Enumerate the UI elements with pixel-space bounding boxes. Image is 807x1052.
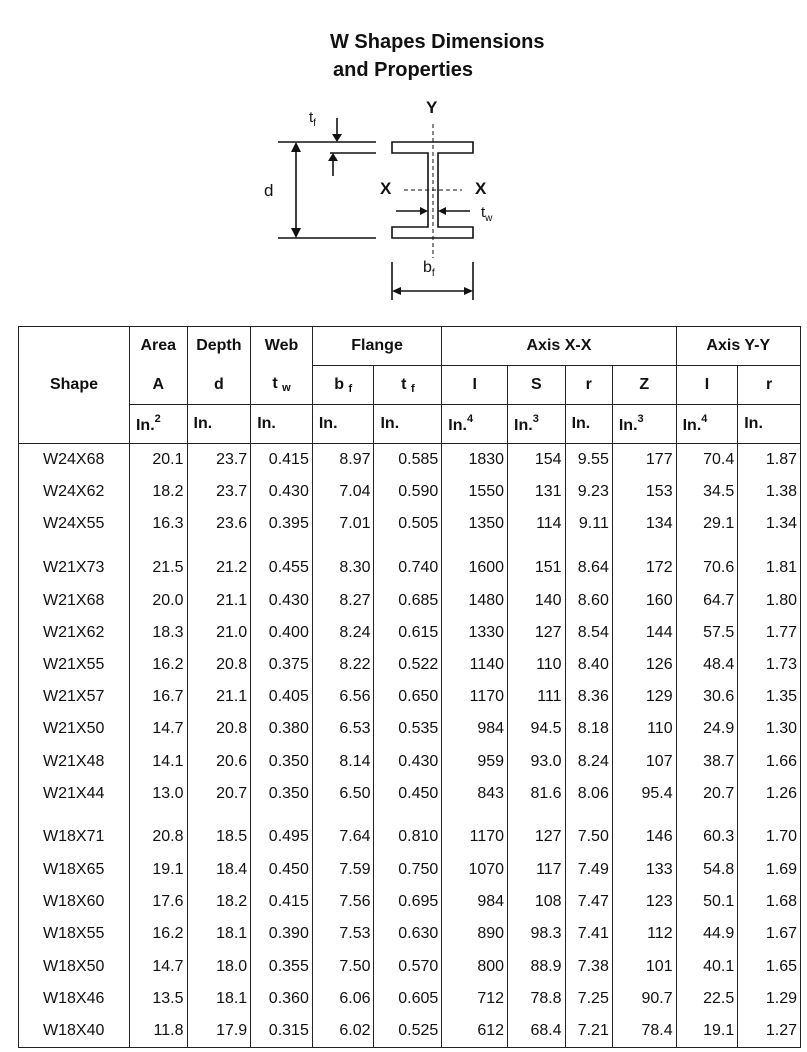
table-cell: 95.4 [612,778,676,810]
table-body [19,444,801,1048]
table-cell: 107 [612,746,676,778]
shape-designation-cell: W21X73 [19,541,130,585]
table-row [19,918,801,950]
table-cell: 24.9 [676,713,738,745]
table-cell: 0.495 [251,810,313,854]
table-cell: 1.35 [738,681,801,713]
table-cell: 78.4 [612,1015,676,1048]
table-cell: 0.605 [374,983,442,1015]
table-cell: 111 [508,681,566,713]
table-cell: 0.350 [251,778,313,810]
table-cell: 94.5 [508,713,566,745]
table-cell: 160 [612,585,676,617]
shape-designation-cell: W21X68 [19,585,130,617]
table-cell: 20.8 [187,713,251,745]
w-shape-cross-section-diagram [0,0,807,320]
table-cell: 959 [442,746,508,778]
table-cell: 7.21 [565,1015,612,1048]
table-cell: 112 [612,918,676,950]
table-cell: 7.56 [312,886,374,918]
table-cell: 126 [612,649,676,681]
table-cell: 144 [612,617,676,649]
table-cell: 1.38 [738,476,801,508]
table-cell: 0.415 [251,444,313,477]
table-cell: 13.0 [129,778,187,810]
symbol-iy: I [676,366,738,405]
unit-sx: In.$^3$ [508,405,566,444]
table-cell: 1.73 [738,649,801,681]
table-cell: 38.7 [676,746,738,778]
table-cell: 90.7 [612,983,676,1015]
shape-designation-cell: W18X40 [19,1015,130,1048]
table-cell: 9.11 [565,508,612,540]
symbol-ry: r [738,366,801,405]
y-axis-label: Y [426,98,438,117]
flange-group-header: Flange [312,327,441,366]
table-cell: 129 [612,681,676,713]
table-cell: 40.1 [676,950,738,982]
table-cell: 0.615 [374,617,442,649]
table-cell: 0.450 [374,778,442,810]
table-cell: 21.0 [187,617,251,649]
table-row [19,508,801,540]
table-row [19,983,801,1015]
table-cell: 1.67 [738,918,801,950]
table-cell: 0.450 [251,854,313,886]
table-cell: 117 [508,854,566,886]
table-cell: 1350 [442,508,508,540]
shape-designation-cell: W21X55 [19,649,130,681]
table-cell: 20.0 [129,585,187,617]
table-cell: 123 [612,886,676,918]
shape-designation-cell: W18X55 [19,918,130,950]
table-cell: 984 [442,886,508,918]
table-cell: 6.53 [312,713,374,745]
table-cell: 18.0 [187,950,251,982]
table-cell: 8.18 [565,713,612,745]
shape-designation-cell: W18X46 [19,983,130,1015]
table-cell: 0.405 [251,681,313,713]
table-cell: 78.8 [508,983,566,1015]
table-cell: 0.380 [251,713,313,745]
table-cell: 14.1 [129,746,187,778]
axis-xx-group-header: Axis X-X [442,327,676,366]
table-cell: 127 [508,617,566,649]
table-row [19,541,801,585]
shape-designation-cell: W18X65 [19,854,130,886]
table-cell: 131 [508,476,566,508]
table-cell: 22.5 [676,983,738,1015]
table-cell: 19.1 [129,854,187,886]
table-row [19,617,801,649]
table-cell: 800 [442,950,508,982]
table-cell: 7.04 [312,476,374,508]
x-axis-right-label: X [475,179,487,198]
table-cell: 134 [612,508,676,540]
table-cell: 29.1 [676,508,738,540]
table-cell: 16.7 [129,681,187,713]
unit-bf: In. [312,405,374,444]
unit-rx: In. [565,405,612,444]
table-cell: 13.5 [129,983,187,1015]
symbol-depth: d [187,366,251,405]
table-cell: 19.1 [676,1015,738,1048]
shape-designation-cell: W21X62 [19,617,130,649]
table-cell: 8.64 [565,541,612,585]
web-group-header: Web [251,327,313,366]
table-row [19,681,801,713]
table-row [19,476,801,508]
table-cell: 23.7 [187,476,251,508]
flange-thickness-label: $t_f$ [309,109,316,129]
table-cell: 1.70 [738,810,801,854]
table-cell: 1.66 [738,746,801,778]
shape-designation-cell: W21X57 [19,681,130,713]
unit-ry: In. [738,405,801,444]
table-cell: 8.24 [565,746,612,778]
table-cell: 0.455 [251,541,313,585]
table-cell: 0.810 [374,810,442,854]
table-cell: 108 [508,886,566,918]
table-cell: 17.9 [187,1015,251,1048]
table-cell: 0.590 [374,476,442,508]
shape-designation-cell: W21X44 [19,778,130,810]
table-cell: 0.395 [251,508,313,540]
table-cell: 0.535 [374,713,442,745]
table-cell: 172 [612,541,676,585]
table-cell: 8.06 [565,778,612,810]
table-cell: 0.630 [374,918,442,950]
shape-designation-cell: W21X48 [19,746,130,778]
table-cell: 712 [442,983,508,1015]
table-cell: 1.65 [738,950,801,982]
table-cell: 8.22 [312,649,374,681]
table-cell: 101 [612,950,676,982]
table-cell: 140 [508,585,566,617]
table-cell: 50.1 [676,886,738,918]
table-cell: 8.36 [565,681,612,713]
symbol-flange-width: b $_f$ [312,366,374,405]
table-cell: 1.29 [738,983,801,1015]
table-cell: 8.14 [312,746,374,778]
table-cell: 1.27 [738,1015,801,1048]
table-cell: 843 [442,778,508,810]
table-cell: 7.59 [312,854,374,886]
table-cell: 7.50 [565,810,612,854]
table-row [19,1015,801,1048]
symbol-zx: Z [612,366,676,405]
table-cell: 23.7 [187,444,251,477]
shape-designation-cell: W24X68 [19,444,130,477]
table-cell: 0.525 [374,1015,442,1048]
symbol-sx: S [508,366,566,405]
table-row [19,886,801,918]
shape-designation-cell: W18X60 [19,886,130,918]
table-cell: 18.1 [187,918,251,950]
web-thickness-label: $t_w$ [481,204,493,224]
table-cell: 0.415 [251,886,313,918]
table-cell: 60.3 [676,810,738,854]
table-cell: 34.5 [676,476,738,508]
table-cell: 1550 [442,476,508,508]
table-cell: 114 [508,508,566,540]
table-cell: 44.9 [676,918,738,950]
table-cell: 88.9 [508,950,566,982]
table-cell: 54.8 [676,854,738,886]
depth-label: d [264,181,274,200]
table-cell: 11.8 [129,1015,187,1048]
table-cell: 8.30 [312,541,374,585]
table-cell: 8.60 [565,585,612,617]
symbol-web-thickness: t $_w$ [251,366,313,405]
table-cell: 0.585 [374,444,442,477]
unit-tf: In. [374,405,442,444]
shape-column-header: Shape [19,327,130,444]
table-cell: 0.650 [374,681,442,713]
table-cell: 21.2 [187,541,251,585]
flange-width-label: $b_f$ [423,259,435,279]
table-cell: 127 [508,810,566,854]
unit-ix: In.$^4$ [442,405,508,444]
unit-zx: In.$^3$ [612,405,676,444]
table-cell: 1.80 [738,585,801,617]
table-cell: 1600 [442,541,508,585]
table-cell: 612 [442,1015,508,1048]
table-cell: 18.2 [129,476,187,508]
table-cell: 110 [508,649,566,681]
table-cell: 1830 [442,444,508,477]
table-cell: 98.3 [508,918,566,950]
table-row [19,950,801,982]
table-cell: 8.54 [565,617,612,649]
table-cell: 16.2 [129,918,187,950]
table-row [19,649,801,681]
table-cell: 70.6 [676,541,738,585]
table-cell: 1.30 [738,713,801,745]
table-cell: 16.2 [129,649,187,681]
symbol-ix: I [442,366,508,405]
table-cell: 0.430 [251,476,313,508]
table-cell: 68.4 [508,1015,566,1048]
table-cell: 6.56 [312,681,374,713]
table-cell: 7.49 [565,854,612,886]
table-cell: 9.55 [565,444,612,477]
table-cell: 48.4 [676,649,738,681]
table-cell: 1.26 [738,778,801,810]
table-row [19,444,801,477]
table-cell: 1330 [442,617,508,649]
table-cell: 9.23 [565,476,612,508]
table-cell: 1170 [442,810,508,854]
table-row [19,854,801,886]
symbol-area: A [129,366,187,405]
title-line-1: W Shapes Dimensions [330,31,545,53]
table-cell: 16.3 [129,508,187,540]
table-row [19,585,801,617]
table-cell: 1170 [442,681,508,713]
table-cell: 21.5 [129,541,187,585]
table-cell: 20.7 [187,778,251,810]
table-cell: 20.6 [187,746,251,778]
table-cell: 0.360 [251,983,313,1015]
table-cell: 6.02 [312,1015,374,1048]
table-row [19,713,801,745]
table-cell: 0.750 [374,854,442,886]
shape-designation-cell: W21X50 [19,713,130,745]
table-cell: 7.38 [565,950,612,982]
shape-designation-cell: W18X50 [19,950,130,982]
table-cell: 1.81 [738,541,801,585]
table-cell: 0.400 [251,617,313,649]
table-cell: 23.6 [187,508,251,540]
table-cell: 1.68 [738,886,801,918]
table-cell: 151 [508,541,566,585]
table-cell: 14.7 [129,950,187,982]
table-cell: 7.47 [565,886,612,918]
table-cell: 0.522 [374,649,442,681]
table-cell: 0.505 [374,508,442,540]
table-cell: 984 [442,713,508,745]
w-shapes-properties-table [18,326,801,1048]
table-cell: 7.53 [312,918,374,950]
table-cell: 177 [612,444,676,477]
area-group-header: Area [129,327,187,366]
depth-group-header: Depth [187,327,251,366]
table-cell: 20.7 [676,778,738,810]
table-cell: 6.50 [312,778,374,810]
table-row [19,778,801,810]
table-cell: 0.570 [374,950,442,982]
table-cell: 18.3 [129,617,187,649]
table-cell: 0.315 [251,1015,313,1048]
table-cell: 0.350 [251,746,313,778]
shape-designation-cell: W24X55 [19,508,130,540]
table-cell: 14.7 [129,713,187,745]
title-line-2: and Properties [333,59,474,81]
table-cell: 18.5 [187,810,251,854]
shape-designation-cell: W24X62 [19,476,130,508]
table-cell: 0.390 [251,918,313,950]
table-cell: 1070 [442,854,508,886]
table-cell: 18.1 [187,983,251,1015]
x-axis-left-label: X [380,179,392,198]
table-cell: 146 [612,810,676,854]
unit-depth: In. [187,405,251,444]
table-cell: 0.375 [251,649,313,681]
table-cell: 30.6 [676,681,738,713]
table-cell: 890 [442,918,508,950]
table-cell: 0.430 [251,585,313,617]
table-cell: 17.6 [129,886,187,918]
table-cell: 1480 [442,585,508,617]
table-cell: 18.4 [187,854,251,886]
table-cell: 7.64 [312,810,374,854]
table-cell: 8.27 [312,585,374,617]
table-cell: 8.97 [312,444,374,477]
axis-yy-group-header: Axis Y-Y [676,327,800,366]
table-cell: 64.7 [676,585,738,617]
table-cell: 0.355 [251,950,313,982]
table-cell: 154 [508,444,566,477]
table-cell: 21.1 [187,585,251,617]
symbol-rx: r [565,366,612,405]
table-cell: 1.34 [738,508,801,540]
unit-web: In. [251,405,313,444]
table-cell: 1.77 [738,617,801,649]
table-cell: 153 [612,476,676,508]
table-cell: 8.40 [565,649,612,681]
table-cell: 18.2 [187,886,251,918]
table-cell: 7.01 [312,508,374,540]
table-cell: 1.87 [738,444,801,477]
table-cell: 7.25 [565,983,612,1015]
table-header [19,327,801,444]
table-cell: 0.695 [374,886,442,918]
symbol-flange-thickness: t $_f$ [374,366,442,405]
table-cell: 0.740 [374,541,442,585]
table-cell: 21.1 [187,681,251,713]
table-cell: 1140 [442,649,508,681]
table-row [19,746,801,778]
unit-area: In.$^2$ [129,405,187,444]
table-cell: 0.430 [374,746,442,778]
table-cell: 8.24 [312,617,374,649]
shape-designation-cell: W18X71 [19,810,130,854]
table-cell: 6.06 [312,983,374,1015]
table-cell: 110 [612,713,676,745]
table-cell: 20.8 [129,810,187,854]
table-cell: 20.8 [187,649,251,681]
table-cell: 20.1 [129,444,187,477]
table-cell: 7.50 [312,950,374,982]
table-cell: 70.4 [676,444,738,477]
table-cell: 0.685 [374,585,442,617]
unit-iy: In.$^4$ [676,405,738,444]
table-cell: 93.0 [508,746,566,778]
table-cell: 1.69 [738,854,801,886]
table-cell: 57.5 [676,617,738,649]
table-row [19,810,801,854]
table-cell: 133 [612,854,676,886]
table-cell: 7.41 [565,918,612,950]
table-cell: 81.6 [508,778,566,810]
